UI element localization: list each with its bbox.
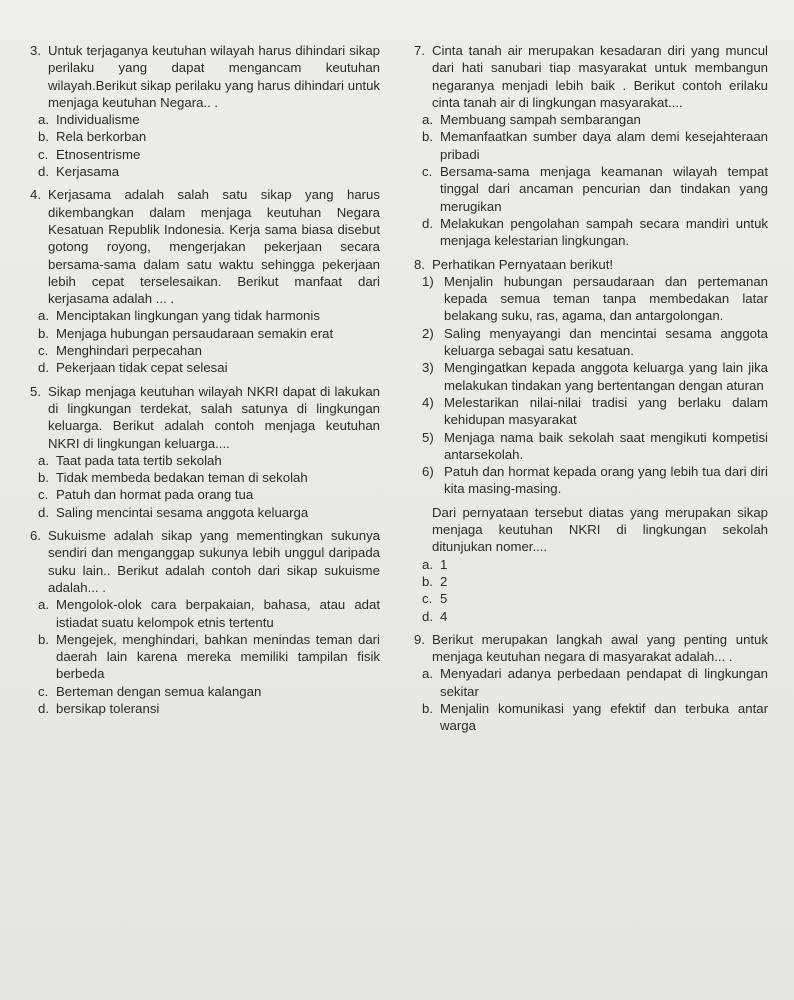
option-text: Pekerjaan tidak cepat selesai bbox=[56, 360, 228, 376]
statement-5 bbox=[414, 429, 768, 464]
option-letter: b. bbox=[422, 129, 433, 145]
option-letter: a. bbox=[38, 452, 49, 468]
statement-number: 6) bbox=[422, 464, 434, 480]
option-d[interactable] bbox=[30, 163, 380, 180]
option-text: Mengejek, menghindari, bahkan menindas teman dari daerah lain karena mereka memiliki tampilan fisik berbeda bbox=[56, 631, 380, 682]
statement-number: 2) bbox=[422, 325, 434, 341]
question-5 bbox=[30, 383, 380, 521]
option-text: Menghindari perpecahan bbox=[56, 343, 202, 359]
question-number: 4. bbox=[30, 187, 41, 203]
statement-text: Saling menyayangi dan mencintai sesama anggota keluarga sebagai satu kesatuan. bbox=[444, 325, 768, 359]
statement-text: Patuh dan hormat kepada orang yang lebih tua dari diri kita masing-masing. bbox=[444, 464, 768, 497]
option-text: Menjaga hubungan persaudaraan semakin erat bbox=[56, 325, 334, 341]
option-d[interactable] bbox=[30, 504, 380, 521]
right-column bbox=[414, 42, 768, 735]
option-b[interactable] bbox=[30, 128, 380, 145]
option-letter: c. bbox=[422, 591, 433, 607]
option-text: 1 bbox=[440, 556, 448, 572]
option-a[interactable] bbox=[30, 111, 380, 128]
option-text: Patuh dan hormat pada orang tua bbox=[56, 487, 254, 503]
option-letter: a. bbox=[38, 308, 49, 324]
option-a[interactable] bbox=[414, 111, 768, 128]
statement-2 bbox=[414, 325, 768, 360]
question-9 bbox=[414, 631, 768, 735]
option-letter: c. bbox=[38, 343, 49, 359]
option-letter: a. bbox=[422, 112, 433, 128]
option-text: 2 bbox=[440, 573, 448, 589]
question-text: Perhatikan Pernyataan berikut! bbox=[432, 256, 614, 272]
option-c[interactable] bbox=[30, 146, 380, 163]
option-text: 4 bbox=[440, 608, 448, 624]
option-text: Etnosentrisme bbox=[56, 146, 141, 162]
option-text: Saling mencintai sesama anggota keluarga bbox=[56, 504, 309, 520]
question-number: 5. bbox=[30, 383, 41, 399]
statement-4 bbox=[414, 394, 768, 429]
option-letter: c. bbox=[38, 683, 49, 699]
option-b[interactable] bbox=[414, 573, 768, 590]
option-c[interactable] bbox=[30, 342, 380, 359]
option-text: Membuang sampah sembarangan bbox=[440, 112, 641, 128]
option-c[interactable] bbox=[30, 486, 380, 503]
question-number: 3. bbox=[30, 43, 41, 58]
option-letter: c. bbox=[38, 146, 49, 162]
statement-text: Menjaga nama baik sekolah saat mengikuti kompetisi antarsekolah. bbox=[444, 429, 768, 462]
question-followup: Dari pernyataan tersebut diatas yang merupakan sikap menjaga keutuhan NKRI di lingkungan sekolah ditunjukan nomer.... bbox=[432, 504, 768, 555]
option-letter: a. bbox=[422, 556, 433, 572]
option-letter: b. bbox=[422, 700, 433, 716]
option-text: Melakukan pengolahan sampah secara mandiri untuk menjaga kelestarian lingkungan. bbox=[440, 215, 768, 249]
option-letter: d. bbox=[422, 608, 433, 624]
statement-3 bbox=[414, 359, 768, 394]
question-text: Kerjasama adalah salah satu sikap yang harus dikembangkan dalam menjaga keutuhan Negara Kesatuan Republik Indonesia. Kerja sama biasa disebut gotong royong, mengerjakan pekerjaan secara bersama-sama dalam satu waktu sehingga pekerjaan lebih cepat terselesaikan. Berikut manfaat dari kerjasama adalah ... . bbox=[48, 187, 380, 307]
question-8 bbox=[414, 256, 768, 625]
question-4 bbox=[30, 186, 380, 376]
option-b[interactable] bbox=[414, 128, 768, 163]
statement-text: Mengingatkan kepada anggota keluarga yang lain jika melakukan tindakan yang bertentangan dengan aturan bbox=[444, 360, 768, 393]
statement-6 bbox=[414, 463, 768, 498]
question-number: 9. bbox=[414, 631, 425, 647]
option-text: bersikap toleransi bbox=[56, 700, 160, 716]
option-d[interactable] bbox=[30, 700, 380, 717]
statement-number: 3) bbox=[422, 360, 434, 376]
option-letter: d. bbox=[38, 700, 49, 716]
option-a[interactable] bbox=[414, 665, 768, 700]
question-text: Sikap menjaga keutuhan wilayah NKRI dapat di lakukan di lingkungan terdekat, salah satunya di lingkungan keluarga. Berikut adalah contoh menjaga keutuhan NKRI di lingkungan keluarga.... bbox=[48, 383, 380, 451]
option-letter: c. bbox=[38, 487, 49, 503]
option-letter: d. bbox=[422, 215, 433, 231]
option-c[interactable] bbox=[30, 683, 380, 700]
option-text: Rela berkorban bbox=[56, 129, 147, 145]
option-letter: b. bbox=[38, 470, 49, 486]
option-text: Memanfaatkan sumber daya alam demi kesejahteraan pribadi bbox=[440, 129, 768, 162]
option-letter: b. bbox=[38, 129, 49, 145]
question-number: 6. bbox=[30, 528, 41, 544]
option-a[interactable] bbox=[30, 452, 380, 469]
option-b[interactable] bbox=[30, 469, 380, 486]
option-letter: a. bbox=[422, 666, 433, 682]
option-text: Bersama-sama menjaga keamanan wilayah tempat tinggal dari ancaman pencurian dan tindakan yang merugikan bbox=[440, 164, 768, 214]
question-number: 8. bbox=[414, 256, 425, 272]
option-letter: d. bbox=[38, 164, 49, 180]
option-text: Taat pada tata tertib sekolah bbox=[56, 452, 222, 468]
option-text: Mengolok-olok cara berpakaian, bahasa, atau adat istiadat suatu kelompok etnis tertentu bbox=[56, 597, 380, 630]
option-b[interactable] bbox=[30, 631, 380, 683]
option-letter: b. bbox=[38, 631, 49, 647]
option-text: Individualisme bbox=[56, 112, 140, 128]
option-letter: d. bbox=[38, 360, 49, 376]
option-c[interactable] bbox=[414, 163, 768, 215]
option-c[interactable] bbox=[414, 590, 768, 607]
left-column bbox=[30, 42, 380, 717]
statement-text: Menjalin hubungan persaudaraan dan pertemanan kepada semua teman tanpa membedakan latar belakang suku, ras, agama, dan antargolongan. bbox=[444, 273, 768, 324]
option-letter: c. bbox=[422, 164, 433, 180]
option-letter: b. bbox=[422, 573, 433, 589]
question-number: 7. bbox=[414, 43, 425, 58]
option-d[interactable] bbox=[414, 608, 768, 625]
option-d[interactable] bbox=[414, 215, 768, 250]
option-text: Menciptakan lingkungan yang tidak harmonis bbox=[56, 308, 320, 324]
option-b[interactable] bbox=[414, 700, 768, 735]
question-text: Untuk terjaganya keutuhan wilayah harus dihindari sikap perilaku yang dapat mengancam keutuhan wilayah.Berikut sikap perilaku yang harus dihindari untuk menjaga keutuhan Negara.. . bbox=[48, 43, 380, 110]
option-a[interactable] bbox=[30, 307, 380, 324]
question-3 bbox=[30, 42, 380, 180]
question-7 bbox=[414, 42, 768, 250]
statement-number: 4) bbox=[422, 394, 434, 410]
option-letter: b. bbox=[38, 325, 49, 341]
option-letter: a. bbox=[38, 597, 49, 613]
option-text: Kerjasama bbox=[56, 164, 120, 180]
option-letter: d. bbox=[38, 504, 49, 520]
option-text: Tidak membeda bedakan teman di sekolah bbox=[56, 470, 308, 486]
option-a[interactable] bbox=[30, 596, 380, 631]
option-d[interactable] bbox=[30, 359, 380, 376]
option-a[interactable] bbox=[414, 556, 768, 573]
option-b[interactable] bbox=[30, 325, 380, 342]
option-text: 5 bbox=[440, 591, 448, 607]
option-letter: a. bbox=[38, 112, 49, 128]
question-6 bbox=[30, 527, 380, 717]
option-text: Menjalin komunikasi yang efektif dan terbuka antar warga bbox=[440, 700, 768, 734]
statement-text: Melestarikan nilai-nilai tradisi yang berlaku dalam kehidupan masyarakat bbox=[444, 394, 768, 428]
statement-1 bbox=[414, 273, 768, 325]
option-text: Berteman dengan semua kalangan bbox=[56, 683, 262, 699]
question-text: Cinta tanah air merupakan kesadaran diri yang muncul dari hati sanubari tiap masyarakat untuk membangun negaranya menjadi lebih baik . Berikut contoh erilaku cinta tanah air di lingkungan masyarakat.... bbox=[432, 43, 768, 110]
question-text: Berikut merupakan langkah awal yang penting untuk menjaga keutuhan negara di masyarakat adalah... . bbox=[432, 631, 768, 665]
statement-number: 1) bbox=[422, 273, 434, 289]
option-text: Menyadari adanya perbedaan pendapat di lingkungan sekitar bbox=[440, 666, 768, 699]
statement-number: 5) bbox=[422, 429, 434, 445]
question-text: Sukuisme adalah sikap yang mementingkan sukunya sendiri dan menganggap sukunya lebih unggul daripada suku lain.. Berikut adalah contoh dari sikap sukuisme adalah... . bbox=[48, 528, 380, 595]
